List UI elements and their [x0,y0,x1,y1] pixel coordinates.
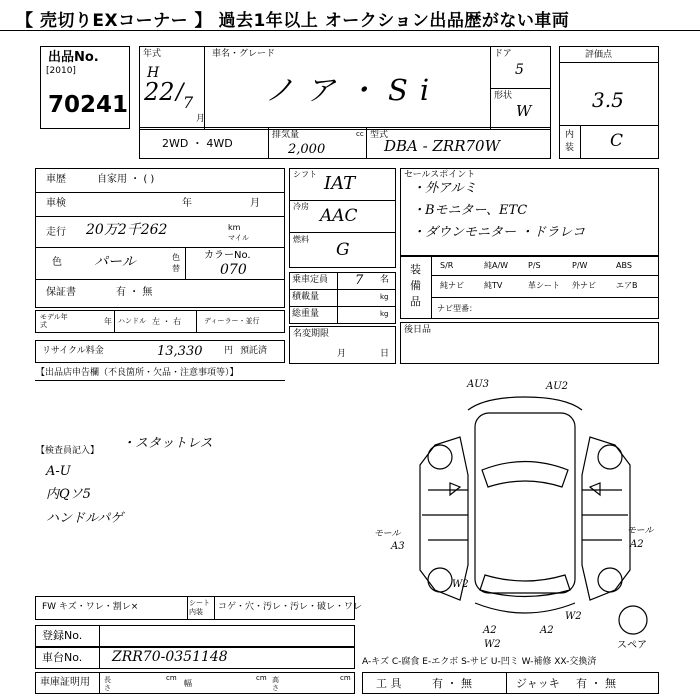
diagram-label-5: A2 [630,539,644,550]
diagram-label-1: AU3 [467,379,490,390]
cert-divider [99,672,100,694]
history-row-3 [35,247,285,248]
diagram-label-7: A2 [483,625,497,636]
fuel-label: 燃料 [293,235,309,244]
sales-label: セールスポイント [404,170,476,180]
color-change-label: 色替 [172,253,180,273]
height-label: 高さ [272,676,279,692]
reg-row [35,625,355,647]
year-label: 年式 [143,49,162,59]
fw-divider [187,596,188,620]
diagram-label-10: A2 [540,625,554,636]
recycle-status: 預託済 [240,346,268,356]
tools-options: 有 ・ 無 [432,677,472,690]
history-row-1 [35,192,285,193]
shape-value: W [516,102,532,120]
interior-label: 内装 [565,130,575,153]
name-change-label: 名変期限 [293,329,330,339]
recycle-amount: 13,330 [157,344,203,359]
warranty-label: 保証書 [46,287,76,298]
color-label: 色 [52,257,62,268]
inspection-year-unit: 年 [182,198,192,209]
chassis-value: ZRR70-0351148 [112,649,228,665]
name-label: 車名・グレード [212,49,276,59]
load-label: 積載量 [292,292,320,302]
jack-options: 有 ・ 無 [576,677,616,690]
rating-score: 3.5 [592,88,624,112]
load-unit: kg [380,293,389,301]
interior-value: C [610,131,624,151]
tools-divider [506,672,507,694]
equipment-item: エアB [616,281,638,290]
equipment-item: 純A/W [484,261,509,270]
model-year-divider [114,310,115,333]
sales-point-3: ・ダウンモニター ・ドラレコ [412,225,586,240]
displacement-unit: cc [356,130,364,138]
navi-label: ナビ型番： [437,304,477,313]
reg-label: 登録No. [42,629,83,642]
equipment-row-2 [431,297,659,298]
sales-point-1: ・外アルミ [412,181,477,196]
width-label: 幅 [184,679,192,688]
doors-label: ドア [494,49,512,59]
gross-unit: kg [380,310,389,318]
history-label: 車歴 [46,174,66,185]
year-month-unit: 月 [196,114,206,124]
inspection-label: 車検 [46,198,66,209]
equipment-row-1 [431,275,659,276]
equipment-item: P/W [572,261,588,270]
seat-divider [214,596,215,620]
car-name: ノア・Si [265,73,442,107]
fw-label: FW キズ・ワレ・割レ× [42,602,139,612]
reg-divider [99,625,100,647]
handle-label: ハンドル [118,317,146,325]
equipment-label: 装備品 [410,263,421,308]
seat-label: シート内装 [189,599,210,616]
handle-options: 左 ・ 右 [152,317,182,326]
inspector-label: 【検査員記入】 [36,446,100,456]
door-shape-hline [490,88,551,89]
capacity-divider [337,272,338,324]
inspector-note-2: A-U [46,464,71,479]
equipment-item: S/R [440,261,454,270]
right-door-line [582,490,628,540]
equipment-item: 革シート [528,281,560,290]
chassis-divider [99,647,100,669]
mirror-left [450,483,460,495]
model-year-label: モデル年式 [40,313,68,329]
inspector-note-1: ・スタットレス [122,436,213,451]
model-label: 型式 [370,130,389,140]
color-no-label: カラーNo. [204,250,251,261]
right-side [582,437,630,600]
cert-label: 車庫証明用 [40,677,90,688]
model-value: DBA - ZRR70W [384,137,501,155]
shift-label: シフト [293,170,317,179]
equipment-item: 純TV [484,281,503,290]
rating-label: 評価点 [585,50,613,60]
capacity-row-1 [289,289,396,290]
interior-divider [580,125,581,159]
width-unit: cm [256,674,267,682]
damage-legend: A-キズ C-腐食 E-エクボ S-サビ U-凹ミ W-補修 XX-交換済 [362,657,597,667]
listing-year-tag: [2010] [46,66,76,76]
notes-box [400,322,659,364]
diagram-label-11: W2 [565,611,582,622]
sales-point-2: ・Bモニター、ETC [412,203,528,218]
diagram-label-2: AU2 [546,381,569,392]
rating-hline-2 [559,125,659,126]
jack-label: ジャッキ [516,677,560,690]
recycle-unit: 円 [224,346,234,356]
diagram-label-8: W2 [452,579,469,590]
ac-value: AAC [320,206,358,226]
windshield [482,462,568,488]
tools-label: 工 具 [376,677,402,690]
handle-divider [196,310,197,333]
rear-left-wheel [428,568,452,592]
history-row-2 [35,216,285,217]
drive-options: 2WD ・ 4WD [162,137,233,150]
front-bumper [468,397,582,410]
year-value: 22 [144,78,175,106]
equipment-item: 純ナビ [440,281,464,290]
capacity-label: 乗車定員 [292,275,329,285]
rear-right-wheel [598,568,622,592]
mirror-right [590,483,600,495]
recycle-label: リサイクル料金 [42,346,104,356]
diagram-label-4: A3 [391,541,405,552]
length-label: 長さ [104,676,111,692]
diagram-label-3: モール [374,529,401,539]
rating-hline [559,62,659,63]
header-title: 【 売切りEXコーナー 】 過去1年以上 オークション出品歴がない車両 [16,11,570,31]
mileage-mile-unit: マイル [228,234,249,242]
warranty-options: 有 ・ 無 [116,287,153,298]
specs-row-1 [289,200,396,201]
spare-tire [619,606,647,634]
mileage-value: 20万2千262 [86,222,168,238]
front-right-wheel [598,445,622,469]
year-month: 7 [183,93,194,112]
mileage-label: 走行 [46,227,66,238]
name-change-day: 日 [380,349,390,359]
diagram-label-6: モール [627,526,654,536]
color-no-value: 070 [220,262,247,278]
displacement-value: 2,000 [288,142,326,157]
equipment-item: P/S [528,261,541,270]
spare-label: スペア [617,640,647,651]
doors-value: 5 [515,62,524,78]
capacity-value: 7 [355,273,364,288]
history-options: 自家用 ・ ( ) [97,174,155,185]
seat-items: コゲ・穴・汚レ・汚レ・破レ・ワレ [218,602,363,612]
displacement-label: 排気量 [272,130,300,140]
drive-divider [268,127,269,159]
report-label: 【出品店申告欄（不良箇所・欠品・注意事項等）】 [36,368,239,378]
inspector-note-3: 内Qソ5 [46,487,91,502]
inspection-month-unit: 月 [250,198,260,209]
displacement-divider [366,127,367,159]
height-unit: cm [340,674,351,682]
history-row-4 [35,279,285,280]
car-diagram [380,375,670,650]
header-bar [0,0,700,31]
mileage-km-unit: km [228,223,241,232]
left-door-line [422,490,468,540]
equipment-divider [431,256,432,319]
diagram-label-9: W2 [484,639,501,650]
front-left-wheel [428,445,452,469]
year-era: H [147,65,160,81]
gross-label: 総重量 [292,309,320,319]
color-value: パール [94,254,136,270]
rear-bumper [475,603,575,613]
left-side [420,437,468,600]
equipment-item: ABS [616,261,632,270]
fuel-value: G [336,240,350,260]
report-rule [35,380,285,381]
notes-label: 後日品 [404,325,432,335]
equipment-item: 外ナビ [572,281,596,290]
specs-row-2 [289,232,396,233]
model-year-unit: 年 [104,317,112,326]
length-unit: cm [166,674,177,682]
ac-label: 冷房 [293,202,309,211]
roof [475,413,575,593]
capacity-unit: 名 [380,275,390,285]
shape-label: 形状 [494,91,513,101]
dealer-label: ディーラー・並行 [204,317,260,325]
shift-value: IAT [324,173,356,194]
capacity-row-2 [289,306,396,307]
inspector-note-4: ハンドルパゲ [46,511,124,526]
year-month-sep: / [176,80,184,105]
listing-number: 70241 [48,92,129,118]
chassis-label: 車台No. [42,651,83,664]
name-change-unit: 月 [337,349,347,359]
listing-label: 出品No. [48,50,99,65]
color-no-divider [185,247,186,279]
